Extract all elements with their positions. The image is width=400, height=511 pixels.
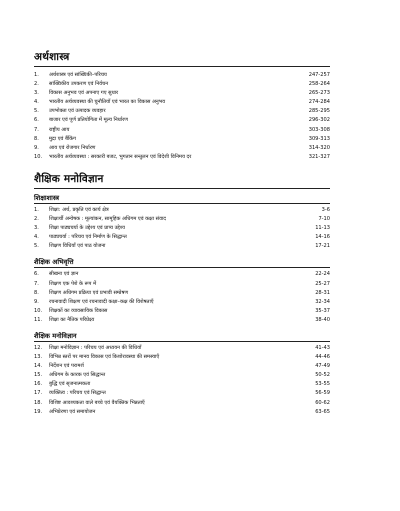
entry-pages: 25-27 [315, 280, 330, 287]
entry-number: 6. [34, 117, 39, 124]
entry-number: 6. [34, 271, 39, 278]
entry-title: उपभोक्ता एवं उत्पादक व्यवहार [49, 108, 106, 115]
entry-pages: 3-6 [321, 206, 330, 213]
entry-pages: 285-295 [308, 108, 330, 115]
entry-title: शिक्षा मनोविज्ञान : परिचय एवं अध्ययन की विधियाँ [49, 344, 142, 351]
toc-group [34, 331, 330, 417]
toc-entry [34, 116, 330, 125]
entry-title: आय एवं रोजगार निर्धारण [49, 144, 96, 151]
entry-title: बुद्धि एवं सृजनात्मकता [49, 381, 91, 388]
entry-pages: 265-273 [308, 90, 330, 97]
toc-entry [34, 362, 330, 371]
entry-number: 9. [34, 144, 39, 151]
entry-pages: 60-62 [315, 399, 330, 406]
entry-title: शिक्षण अधिगम प्रक्रिया एवं प्रभावी सम्प्रेषण [49, 289, 129, 296]
entry-pages: 258-264 [308, 81, 330, 88]
entry-pages: 321-327 [308, 153, 330, 160]
entry-pages: 50-52 [315, 372, 330, 379]
entry-number: 9. [34, 298, 39, 305]
entry-title: अर्थशास्त्र एवं सांख्यिकी–परिचय [49, 72, 107, 78]
toc-group [34, 193, 330, 251]
toc-entry [34, 270, 330, 279]
toc-list-arthashastra [34, 71, 330, 162]
toc-entry [34, 389, 330, 398]
toc-entry [34, 135, 330, 144]
entry-title: शिक्षकों का व्यावसायिक विकास [49, 307, 108, 314]
entry-title: शिक्षार्थी अन्वेषक : मूल्यांकन, सामूहिक अधिगम एवं कक्षा संवाद [49, 216, 166, 223]
entry-title: अभिप्रेरणा एवं समायोजन [49, 408, 96, 415]
entry-number: 1. [34, 206, 39, 213]
entry-number: 1. [34, 72, 39, 78]
entry-number: 15. [34, 372, 43, 379]
entry-pages: 28-31 [315, 289, 330, 296]
entry-number: 17. [34, 390, 43, 397]
entry-title: पाठ्यचर्या : परिचय एवं निर्माण के सिद्धान्त [49, 234, 127, 241]
toc-entry [34, 80, 330, 89]
entry-number: 8. [34, 135, 39, 142]
entry-pages: 274-284 [308, 99, 330, 106]
toc-entry [34, 224, 330, 233]
entry-title: अधिगम के कारक एवं सिद्धान्त [49, 372, 106, 379]
entry-pages: 35-37 [315, 307, 330, 314]
entry-pages: 38-40 [315, 316, 330, 323]
toc-entry [34, 126, 330, 135]
entry-number: 12. [34, 344, 43, 351]
entry-pages: 47-49 [315, 363, 330, 370]
entry-number: 14. [34, 363, 43, 370]
section-title-shaikshik: शैक्षिक मनोविज्ञान [34, 172, 330, 189]
toc-entry [34, 289, 330, 298]
entry-number: 3. [34, 90, 39, 97]
entry-title: शिक्षा पाठ्यचर्या के उद्देश्य एवं प्राप्य उद्देश्य [49, 225, 125, 232]
toc-entry [34, 206, 330, 215]
toc-entry [34, 298, 330, 307]
entry-number: 18. [34, 399, 43, 406]
group-title: शिक्षाशास्त्र [34, 193, 330, 204]
entry-number: 5. [34, 243, 39, 250]
entry-number: 3. [34, 225, 39, 232]
table-of-contents [34, 50, 330, 423]
entry-pages: 296-302 [308, 117, 330, 124]
entry-number: 2. [34, 216, 39, 223]
toc-entry [34, 215, 330, 224]
entry-pages: 14-16 [315, 234, 330, 241]
group-title: शैक्षिक अभिवृत्ति [34, 257, 330, 268]
toc-entry [34, 71, 330, 80]
entry-number: 2. [34, 81, 39, 88]
entry-pages: 11-13 [315, 225, 330, 232]
entry-number: 7. [34, 280, 39, 287]
entry-number: 19. [34, 408, 43, 415]
entry-title: व्यक्तित्व : परिचय एवं सिद्धान्त [49, 390, 106, 397]
entry-title: शिक्षण विधियाँ एवं पाठ योजना [49, 243, 106, 250]
toc-entry [34, 144, 330, 153]
entry-number: 8. [34, 289, 39, 296]
toc-entry [34, 307, 330, 316]
entry-title: राष्ट्रीय आय [49, 126, 70, 133]
entry-title: रचनावादी शिक्षण एवं रचनावादी कक्षा–कक्ष की विशेषताएँ [49, 298, 154, 305]
toc-entry [34, 380, 330, 389]
entry-pages: 44-46 [315, 354, 330, 361]
toc-entry [34, 280, 330, 289]
toc-entry [34, 344, 330, 353]
toc-group [34, 257, 330, 325]
toc-entry [34, 153, 330, 162]
entry-pages: 53-55 [315, 381, 330, 388]
entry-title: शिक्षा का नैतिक परिप्रेक्ष्य [49, 316, 95, 323]
toc-entry [34, 89, 330, 98]
entry-number: 10. [34, 307, 43, 314]
toc-groups-shaikshik [34, 193, 330, 417]
section-title-arthashastra: अर्थशास्त्र [34, 50, 330, 67]
toc-entry [34, 107, 330, 116]
toc-entry [34, 399, 330, 408]
toc-entry [34, 233, 330, 242]
entry-title: विकास अनुभव एवं अपनाए गए सुधार [49, 90, 119, 97]
entry-number: 4. [34, 99, 39, 106]
entry-title: विशिष्ट आवश्यकता वाले बच्चे एवं वैयक्तिक भिन्नताएँ [49, 399, 145, 406]
entry-pages: 32-34 [315, 298, 330, 305]
entry-pages: 56-59 [315, 390, 330, 397]
entry-pages: 41-43 [315, 344, 330, 351]
entry-number: 13. [34, 354, 43, 361]
entry-pages: 314-320 [308, 144, 330, 151]
entry-number: 10. [34, 153, 43, 160]
entry-number: 5. [34, 108, 39, 115]
entry-title: सांख्यिकीय उपकरण एवं निर्वचन [49, 81, 109, 88]
toc-entry [34, 408, 330, 417]
group-title: शैक्षिक मनोविज्ञान [34, 331, 330, 342]
entry-title: सीखना एवं ज्ञान [49, 271, 79, 278]
toc-entry [34, 353, 330, 362]
entry-pages: 17-21 [315, 243, 330, 250]
toc-entry [34, 316, 330, 325]
entry-pages: 303-308 [308, 126, 330, 133]
entry-title: भारतीय अर्थव्यवस्था की चुनौतियाँ एवं भारत का विकास अनुभव [49, 99, 166, 106]
entry-title: बाजार एवं पूर्ण प्रतियोगिता में मूल्य निर्धारण [49, 117, 128, 124]
entry-pages: 7-10 [318, 216, 330, 223]
entry-title: विभिन्न स्तरों पर मानव विकास एवं किशोरावस्था की समस्याएँ [49, 354, 160, 361]
toc-entry [34, 242, 330, 251]
toc-entry [34, 98, 330, 107]
entry-title: शिक्षा: अर्थ, प्रकृति एवं कार्य क्षेत्र [49, 206, 109, 213]
entry-number: 4. [34, 234, 39, 241]
entry-number: 7. [34, 126, 39, 133]
entry-pages: 247-257 [308, 72, 330, 78]
entry-title: शिक्षण एक पेशे के रूप में [49, 280, 97, 287]
entry-number: 16. [34, 381, 43, 388]
entry-title: भारतीय अर्थव्यवस्था : सरकारी बजट, भुगतान सन्तुलन एवं विदेशी विनिमय दर [49, 153, 192, 160]
entry-pages: 309-313 [308, 135, 330, 142]
entry-pages: 22-24 [315, 271, 330, 278]
entry-pages: 63-65 [315, 408, 330, 415]
entry-number: 11. [34, 316, 43, 323]
toc-entry [34, 371, 330, 380]
entry-title: मुद्रा एवं बैंकिंग [49, 135, 76, 142]
entry-title: निर्देशन एवं परामर्श [49, 363, 84, 370]
